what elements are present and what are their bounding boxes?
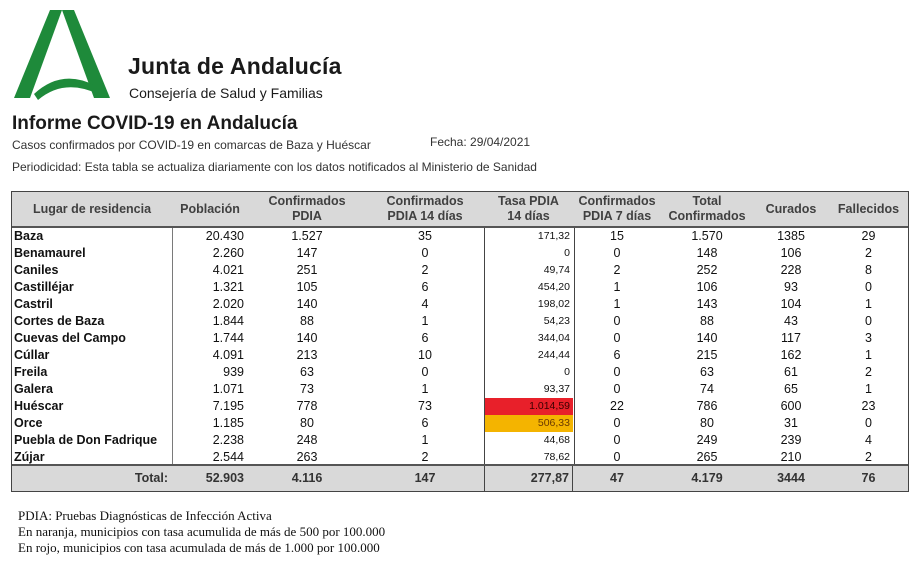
cell-total-confirmados: 88 [700, 314, 714, 328]
table-body [12, 228, 908, 466]
cell-poblacion: 4.091 [212, 348, 244, 362]
cell-lugar: Benamaurel [14, 246, 86, 260]
cell-curados: 1385 [777, 229, 805, 243]
cell-confirmados-pdia: 213 [296, 348, 318, 362]
table-row [12, 313, 908, 330]
total-total-confirmados: 4.179 [691, 471, 723, 485]
cell-confirmados-7: 0 [613, 450, 621, 464]
col-confirmados-14: Confirmados PDIA 14 días [386, 194, 464, 223]
cell-curados: 228 [780, 263, 802, 277]
cell-poblacion: 2.020 [212, 297, 244, 311]
cell-fallecidos: 23 [861, 399, 876, 413]
cell-tasa: 0 [564, 366, 570, 378]
cell-tasa: 344,04 [537, 332, 570, 344]
cell-confirmados-pdia: 73 [300, 382, 314, 396]
cell-confirmados-pdia: 88 [300, 314, 314, 328]
cell-confirmados-pdia: 140 [296, 297, 318, 311]
cell-total-confirmados: 80 [700, 416, 714, 430]
cell-curados: 65 [784, 382, 798, 396]
cell-poblacion: 2.238 [212, 433, 244, 447]
cell-fallecidos: 4 [865, 433, 872, 447]
cell-lugar: Cúllar [14, 348, 50, 362]
cell-curados: 239 [780, 433, 802, 447]
cell-tasa: 454,20 [537, 281, 570, 293]
cell-curados: 43 [784, 314, 798, 328]
table-row [12, 279, 908, 296]
cell-poblacion: 1.071 [212, 382, 244, 396]
cell-curados: 210 [780, 450, 802, 464]
table-row [12, 262, 908, 279]
cell-tasa: 506,33 [485, 415, 573, 432]
col-confirmados-7: Confirmados PDIA 7 días [578, 194, 656, 223]
cell-curados: 31 [784, 416, 798, 430]
total-fallecidos: 76 [861, 471, 876, 485]
total-poblacion: 52.903 [205, 471, 244, 485]
cell-lugar: Cortes de Baza [14, 314, 105, 328]
cell-poblacion: 7.195 [212, 399, 244, 413]
cell-fallecidos: 29 [861, 229, 876, 243]
cell-confirmados-14: 6 [421, 280, 429, 294]
report-subtitle: Casos confirmados por COVID-19 en comarcas de Baza y Huéscar [12, 138, 371, 152]
cell-confirmados-7: 6 [613, 348, 621, 362]
table-row [12, 415, 908, 432]
cell-fallecidos: 0 [865, 280, 872, 294]
cell-fallecidos: 8 [865, 263, 872, 277]
report-date: Fecha: 29/04/2021 [430, 135, 531, 149]
cell-confirmados-pdia: 105 [296, 280, 318, 294]
cell-confirmados-14: 4 [421, 297, 429, 311]
cell-confirmados-7: 0 [613, 331, 621, 345]
col-total-confirmados: Total Confirmados [668, 194, 746, 223]
cell-poblacion: 1.321 [212, 280, 244, 294]
footnotes [18, 508, 385, 556]
covid-table [11, 191, 909, 492]
cell-confirmados-14: 2 [421, 450, 429, 464]
total-tasa: 277,87 [530, 471, 569, 485]
cell-curados: 106 [780, 246, 802, 260]
cell-confirmados-7: 22 [610, 399, 624, 413]
cell-fallecidos: 2 [865, 246, 872, 260]
cell-confirmados-7: 0 [613, 416, 621, 430]
cell-confirmados-pdia: 251 [296, 263, 318, 277]
cell-confirmados-pdia: 63 [300, 365, 314, 379]
table-row [12, 364, 908, 381]
cell-curados: 600 [780, 399, 802, 413]
total-confirmados-pdia: 4.116 [291, 471, 323, 485]
org-name: Junta de Andalucía [128, 53, 342, 79]
cell-confirmados-14: 35 [418, 229, 432, 243]
cell-confirmados-14: 10 [418, 348, 432, 362]
cell-confirmados-7: 2 [613, 263, 621, 277]
table-row [12, 432, 908, 449]
total-row [12, 466, 908, 491]
cell-total-confirmados: 265 [696, 450, 718, 464]
cell-poblacion: 1.185 [212, 416, 244, 430]
cell-fallecidos: 1 [865, 297, 872, 311]
cell-lugar: Castril [14, 297, 53, 311]
table-row [12, 347, 908, 364]
cell-confirmados-14: 0 [421, 246, 429, 260]
cell-confirmados-7: 0 [613, 433, 621, 447]
cell-lugar: Zújar [14, 450, 45, 464]
cell-lugar: Huéscar [14, 399, 64, 413]
cell-fallecidos: 1 [865, 382, 872, 396]
cell-total-confirmados: 106 [696, 280, 718, 294]
total-confirmados-14: 147 [414, 471, 436, 485]
cell-confirmados-pdia: 263 [296, 450, 318, 464]
table-row [12, 398, 908, 415]
col-confirmados-pdia: Confirmados PDIA [268, 194, 346, 223]
cell-curados: 93 [784, 280, 798, 294]
table-row [12, 330, 908, 347]
cell-total-confirmados: 143 [696, 297, 718, 311]
cell-poblacion: 939 [223, 365, 244, 379]
report-title: Informe COVID-19 en Andalucía [12, 113, 298, 134]
cell-fallecidos: 2 [865, 450, 872, 464]
cell-confirmados-pdia: 248 [296, 433, 318, 447]
cell-fallecidos: 1 [865, 348, 872, 362]
cell-confirmados-14: 1 [421, 433, 429, 447]
cell-confirmados-7: 1 [613, 280, 621, 294]
cell-lugar: Castilléjar [14, 280, 74, 294]
cell-confirmados-14: 1 [421, 382, 429, 396]
cell-confirmados-14: 6 [421, 416, 429, 430]
table-row [12, 228, 908, 245]
cell-total-confirmados: 148 [696, 246, 718, 260]
cell-confirmados-14: 1 [421, 314, 429, 328]
cell-tasa: 49,74 [543, 264, 570, 276]
cell-confirmados-pdia: 140 [296, 331, 318, 345]
cell-confirmados-7: 15 [610, 229, 624, 243]
total-confirmados-7: 47 [610, 471, 624, 485]
cell-total-confirmados: 252 [696, 263, 718, 277]
cell-confirmados-pdia: 80 [300, 416, 314, 430]
cell-lugar: Puebla de Don Fadrique [14, 433, 158, 447]
cell-confirmados-pdia: 1.527 [291, 229, 323, 243]
cell-confirmados-14: 2 [421, 263, 429, 277]
cell-poblacion: 2.260 [212, 246, 244, 260]
cell-confirmados-7: 0 [613, 365, 621, 379]
cell-curados: 61 [784, 365, 798, 379]
cell-lugar: Baza [14, 229, 44, 243]
cell-curados: 117 [781, 331, 801, 345]
cell-tasa: 54,23 [543, 315, 570, 327]
note-orange: En naranja, municipios con tasa acumulida de más de 500 por 100.000 [18, 524, 386, 539]
cell-total-confirmados: 63 [700, 365, 714, 379]
cell-tasa: 1.014,59 [485, 398, 573, 415]
cell-curados: 104 [780, 297, 802, 311]
cell-lugar: Orce [14, 416, 43, 430]
cell-total-confirmados: 140 [696, 331, 718, 345]
note-red: En rojo, municipios con tasa acumulada de más de 1.000 por 100.000 [18, 540, 380, 555]
cell-poblacion: 4.021 [212, 263, 244, 277]
cell-confirmados-7: 0 [613, 314, 621, 328]
cell-fallecidos: 2 [865, 365, 872, 379]
cell-curados: 162 [780, 348, 802, 362]
cell-lugar: Galera [14, 382, 53, 396]
cell-tasa: 44,68 [543, 434, 570, 446]
cell-poblacion: 20.430 [205, 229, 244, 243]
cell-poblacion: 1.844 [212, 314, 244, 328]
col-curados: Curados [765, 201, 817, 216]
cell-tasa: 171,32 [537, 230, 570, 242]
cell-tasa: 198,02 [537, 298, 570, 310]
report-periodicity: Periodicidad: Esta tabla se actualiza diariamente con los datos notificados al Ministerio de Sanidad [12, 160, 537, 174]
cell-poblacion: 2.544 [212, 450, 244, 464]
cell-confirmados-14: 6 [421, 331, 429, 345]
org-subtitle: Consejería de Salud y Familias [129, 85, 323, 101]
cell-total-confirmados: 74 [700, 382, 714, 396]
cell-poblacion: 1.744 [212, 331, 244, 345]
cell-tasa: 93,37 [543, 383, 570, 395]
cell-lugar: Caniles [14, 263, 59, 277]
col-fallecidos: Fallecidos [837, 201, 900, 216]
table-row [12, 245, 908, 262]
col-tasa-14: Tasa PDIA 14 días [498, 194, 559, 223]
cell-tasa: 0 [564, 247, 570, 259]
cell-fallecidos: 3 [865, 331, 872, 345]
table-row [12, 296, 908, 313]
total-curados: 3444 [777, 471, 805, 485]
junta-andalucia-logo [12, 8, 112, 100]
cell-confirmados-7: 0 [613, 246, 621, 260]
col-lugar: Lugar de residencia [32, 201, 152, 216]
table-header [12, 192, 908, 228]
cell-confirmados-7: 0 [613, 382, 621, 396]
cell-total-confirmados: 786 [696, 399, 718, 413]
cell-total-confirmados: 249 [696, 433, 718, 447]
cell-confirmados-7: 1 [613, 297, 621, 311]
cell-confirmados-14: 73 [418, 399, 432, 413]
cell-lugar: Freila [14, 365, 48, 379]
col-poblacion: Población [180, 201, 240, 216]
table-row [12, 381, 908, 398]
cell-lugar: Cuevas del Campo [14, 331, 126, 345]
note-pdia: PDIA: Pruebas Diagnósticas de Infección Activa [18, 508, 272, 523]
cell-tasa: 244,44 [537, 349, 570, 361]
cell-fallecidos: 0 [865, 314, 872, 328]
cell-confirmados-pdia: 147 [296, 246, 318, 260]
cell-fallecidos: 0 [865, 416, 872, 430]
cell-confirmados-pdia: 778 [296, 399, 318, 413]
total-label: Total: [134, 471, 168, 485]
cell-total-confirmados: 215 [696, 348, 718, 362]
cell-total-confirmados: 1.570 [691, 229, 723, 243]
cell-tasa: 78,62 [543, 451, 570, 463]
cell-confirmados-14: 0 [421, 365, 429, 379]
